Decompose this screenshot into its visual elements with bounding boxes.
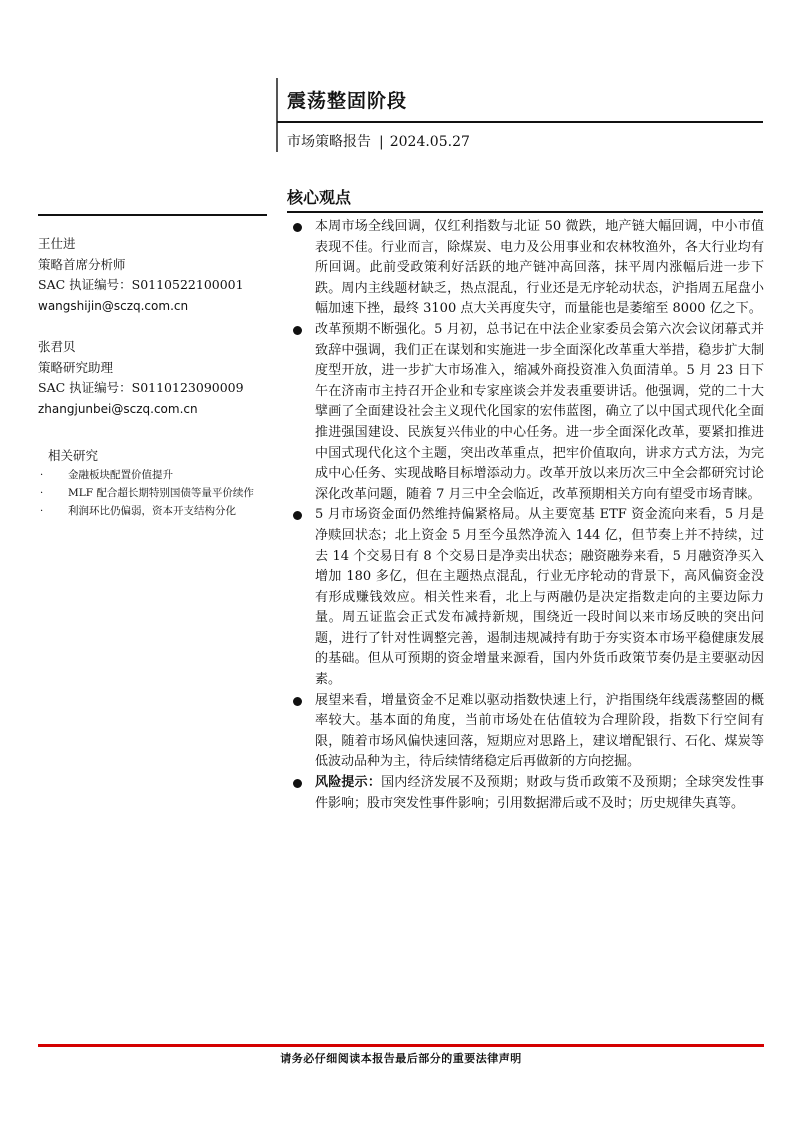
related-research [38, 446, 270, 523]
report-subtitle [287, 131, 470, 151]
bullet-dot-icon [293, 326, 302, 335]
footer-disclaimer: 请务必仔细阅读本报告最后部分的重要法律声明 [280, 1052, 522, 1065]
title-divider [277, 121, 763, 123]
bullet-text: 改革预期不断强化。5 月初，总书记在中法企业家委员会第六次会议闭幕式并致辞中强调，我们正在谋划和实施进一步全面深化改革重大举措，稳步扩大制度型开放，进一步扩大市场准入，缩减外商投资准入负面清单。5 月 23 日下午在济南市主持召开企业和专家座谈会并发表重要讲话。他强调，党的二十大擘画了全面建设社会主义现代化国家的宏伟蓝图，确立了以中国式现代化全面推进强国建设、民族复兴伟业的中心任务。进一步全面深化改革，要紧扣推进中国式现代化这个主题，突出改革重点，把牢价值取向，讲求方式方法，为完成中心任务、实现战略目标增添动力。改革开放以来历次三中全会都研究讨论深化改革问题，随着 7 月三中全会临近，改革预期相关方向有望受市场青睐。 [315, 321, 764, 502]
bullet-dot-icon [293, 223, 302, 232]
core-bullet [290, 320, 764, 505]
analyst-sac-number: SAC 执证编号：S0110522100001 [38, 277, 244, 292]
related-research-label: 金融板块配置价值提升 [68, 469, 173, 481]
bullet-text: 国内经济发展不及预期；财政与货币政策不及预期；全球突发性事件影响；股市突发性事件影响；引用数据滞后或不及时；历史规律失真等。 [315, 775, 764, 811]
core-views-heading: 核心观点 [287, 188, 352, 207]
related-research-list [38, 469, 270, 518]
core-bullet [290, 691, 764, 773]
related-research-item[interactable] [38, 505, 270, 518]
bullet-dot-icon [293, 697, 302, 706]
sidebar-divider [38, 214, 267, 216]
core-bullet [290, 217, 764, 320]
analyst-name: 王仕进 [38, 236, 76, 251]
footer-divider [38, 1044, 764, 1047]
bullet-text: 本周市场全线回调，仅红利指数与北证 50 微跌，地产链大幅回调，中小市值表现不佳。行业而言，除煤炭、电力及公用事业和农林牧渔外，各大行业均有所回调。此前受政策利好活跃的地产链冲高回落，抹平周内涨幅后进一步下跌。周内主线题材缺乏，热点混乱，行业还是无序轮动状态，沪指周五尾盘小幅加速下挫，最终 3100 点大关再度失守，而量能也是萎缩至 8000 亿之下。 [315, 219, 764, 317]
analyst-name: 张君贝 [38, 339, 76, 354]
analyst-email[interactable]: zhangjunbei@sczq.com.cn [38, 401, 198, 416]
analyst-card [38, 337, 270, 419]
core-bullet [290, 505, 764, 690]
bullet-dot-icon: · [40, 506, 44, 517]
bullet-text: 5 月市场资金面仍然维持偏紧格局。从主要宽基 ETF 资金流向来看，5 月是净赎回状态；北上资金 5 月至今虽然净流入 144 亿，但节奏上并不持续，过去 14 个交易日有 8 个交易日是净卖出状态；融资融券来看，5 月融资净买入增加 180 多亿，但在主题热点混乱，行业无序轮动的背景下，高风偏资金没有形成赚钱效应。相关性来看，北上与两融仍是决定指数走向的主要边际力量。周五证监会正式发布减持新规，围绕近一段时间以来市场反映的突出问题，进行了针对性调整完善，遏制违规减持有助于夯实资本市场平稳健康发展的基础。但从可预期的资金增量来源看，国内外货币政策节奏仍是主要驱动因素。 [315, 507, 764, 688]
risk-lead: 风险提示： [315, 775, 382, 791]
report-title: 震荡整固阶段 [287, 90, 408, 112]
bullet-text: 展望来看，增量资金不足难以驱动指数快速上行，沪指围绕年线震荡整固的概率较大。基本面的角度，当前市场处在估值较为合理阶段，指数下行空间有限，随着市场风偏快速回落，短期应对思路上，建议增配银行、石化、煤炭等低波动品种为主，待后续情绪稳定后再做新的方向挖掘。 [315, 692, 764, 770]
bullet-dot-icon: · [40, 488, 44, 499]
analyst-email[interactable]: wangshijin@sczq.com.cn [38, 298, 189, 313]
analyst-title: 策略首席分析师 [38, 256, 126, 272]
related-research-title: 相关研究 [48, 448, 99, 463]
analyst-sac-number: SAC 执证编号：S0110123090009 [38, 380, 244, 395]
core-divider [287, 211, 763, 213]
analyst-title: 策略研究助理 [38, 359, 114, 375]
related-research-item[interactable] [38, 487, 270, 500]
bullet-dot-icon [293, 779, 302, 788]
bullet-dot-icon [293, 511, 302, 520]
analyst-card [38, 234, 270, 316]
related-research-item[interactable] [38, 469, 270, 482]
risk-bullet [290, 773, 764, 814]
report-date: 2024.05.27 [389, 134, 470, 150]
title-accent-bar [276, 78, 278, 152]
bullet-dot-icon: · [40, 470, 44, 481]
related-research-label: 利润环比仍偏弱，资本开支结构分化 [68, 505, 236, 517]
core-views-body [290, 217, 764, 814]
report-type: 市场策略报告 [287, 134, 371, 150]
subtitle-separator: | [379, 134, 384, 150]
related-research-label: MLF 配合超长期特别国债等量平价续作 [68, 487, 254, 499]
